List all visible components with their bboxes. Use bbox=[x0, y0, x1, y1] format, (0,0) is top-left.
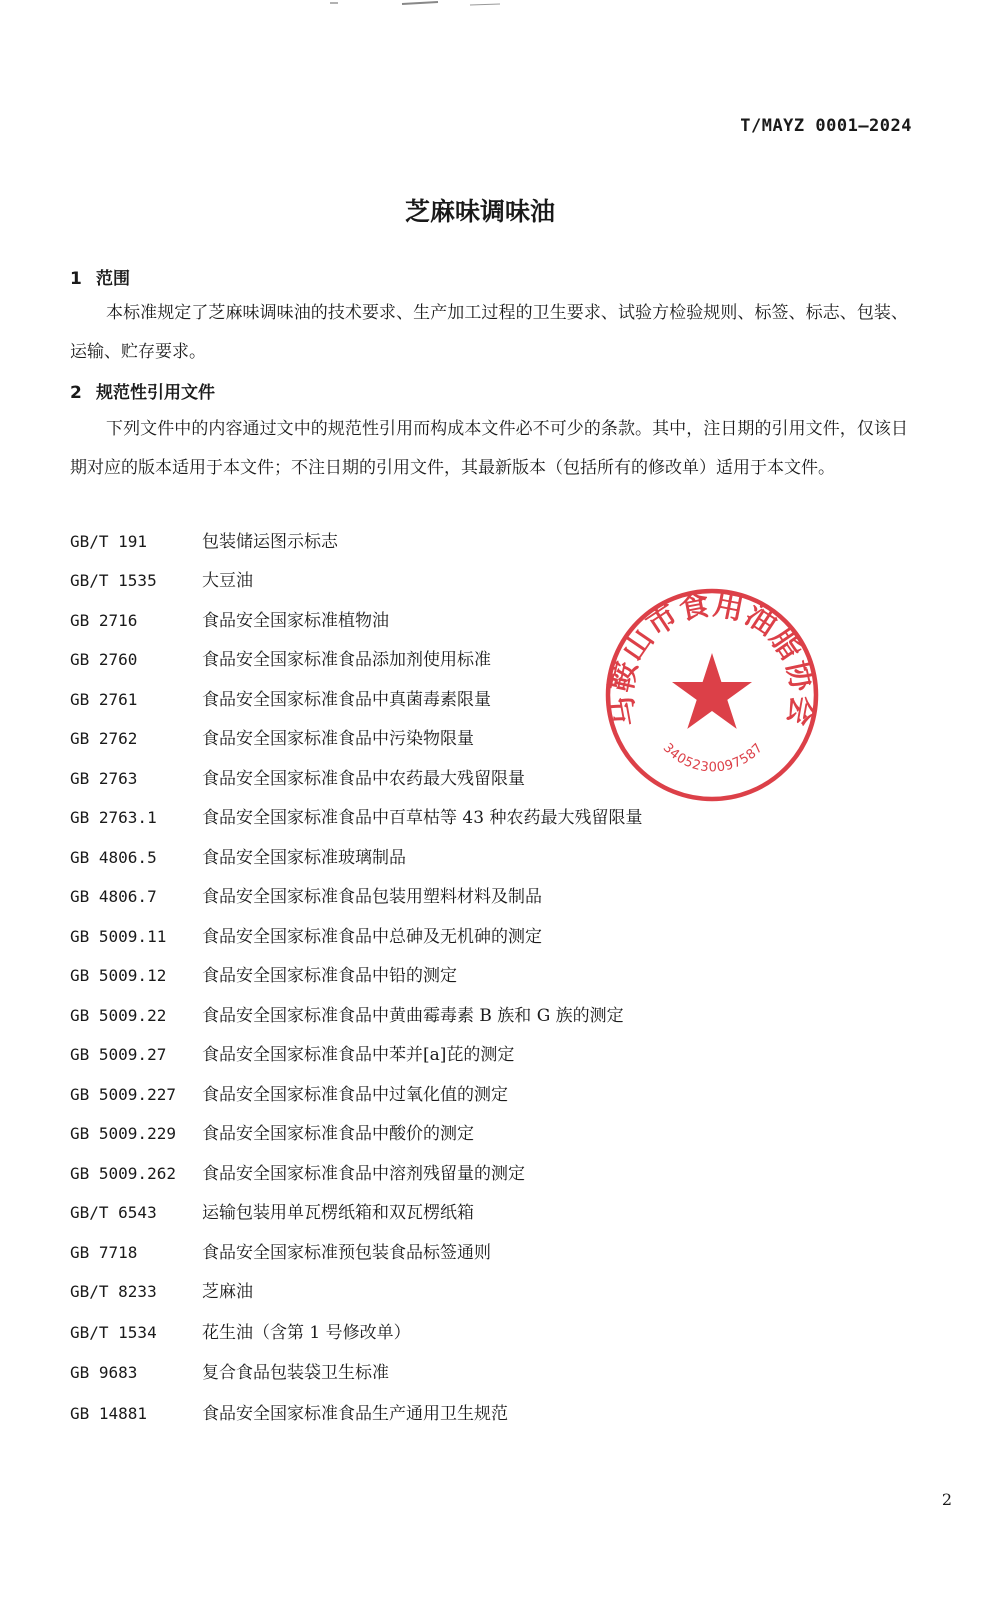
reference-code: GB 14881 bbox=[70, 1404, 148, 1423]
reference-item bbox=[70, 803, 890, 833]
reference-item bbox=[70, 1399, 890, 1429]
reference-title: 食品安全国家标准食品中黄曲霉毒素 B 族和 G 族的测定 bbox=[202, 1006, 624, 1026]
reference-code: GB 4806.5 bbox=[70, 848, 157, 867]
reference-item bbox=[70, 1238, 890, 1268]
reference-code: GB 5009.229 bbox=[70, 1124, 176, 1143]
reference-title: 食品安全国家标准食品中真菌毒素限量 bbox=[202, 690, 491, 710]
reference-code: GB 5009.22 bbox=[70, 1006, 167, 1025]
reference-item bbox=[70, 527, 890, 557]
reference-code: GB/T 6543 bbox=[70, 1203, 157, 1222]
reference-title: 食品安全国家标准食品中农药最大残留限量 bbox=[202, 769, 525, 789]
reference-code: GB 2760 bbox=[70, 650, 138, 669]
reference-title: 食品安全国家标准食品中苯并[a]芘的测定 bbox=[202, 1045, 515, 1065]
section-2-title: 规范性引用文件 bbox=[96, 383, 215, 403]
reference-code: GB 2763.1 bbox=[70, 808, 157, 827]
reference-item bbox=[70, 1277, 890, 1307]
reference-code: GB 5009.262 bbox=[70, 1164, 176, 1183]
reference-title: 食品安全国家标准食品添加剂使用标准 bbox=[202, 650, 491, 670]
reference-code: GB 2762 bbox=[70, 729, 138, 748]
reference-item bbox=[70, 1001, 890, 1031]
reference-item bbox=[70, 882, 890, 912]
reference-title: 食品安全国家标准食品中百草枯等 43 种农药最大残留限量 bbox=[202, 808, 643, 828]
reference-item bbox=[70, 922, 890, 952]
section-1-heading bbox=[70, 264, 130, 289]
reference-code: GB 5009.27 bbox=[70, 1045, 167, 1064]
reference-title: 芝麻油 bbox=[202, 1282, 253, 1302]
reference-title: 食品安全国家标准预包装食品标签通则 bbox=[202, 1243, 491, 1263]
reference-title: 运输包装用单瓦楞纸箱和双瓦楞纸箱 bbox=[202, 1203, 474, 1223]
reference-title: 食品安全国家标准食品中总砷及无机砷的测定 bbox=[202, 927, 542, 947]
reference-code: GB 5009.227 bbox=[70, 1085, 176, 1104]
reference-item bbox=[70, 1080, 890, 1110]
page-number: 2 bbox=[941, 1490, 952, 1509]
section-1-number: 1 bbox=[70, 269, 82, 289]
reference-item bbox=[70, 1358, 890, 1388]
reference-code: GB 9683 bbox=[70, 1363, 138, 1382]
reference-code: GB 7718 bbox=[70, 1243, 138, 1262]
seal-star-icon bbox=[672, 653, 752, 729]
reference-title: 食品安全国家标准食品中铅的测定 bbox=[202, 966, 457, 986]
reference-item bbox=[70, 1318, 890, 1348]
reference-code: GB 5009.12 bbox=[70, 966, 167, 985]
reference-item bbox=[70, 961, 890, 991]
reference-code: GB 2763 bbox=[70, 769, 138, 788]
reference-title: 食品安全国家标准食品中酸价的测定 bbox=[202, 1124, 474, 1144]
reference-code: GB/T 1535 bbox=[70, 571, 157, 590]
section-1-paragraph: 本标准规定了芝麻味调味油的技术要求、生产加工过程的卫生要求、试验方检验规则、标签、标志、包装、运输、贮存要求。 bbox=[70, 303, 908, 362]
reference-title: 包装储运图示标志 bbox=[202, 532, 338, 552]
reference-item bbox=[70, 843, 890, 873]
reference-title: 食品安全国家标准食品中污染物限量 bbox=[202, 729, 474, 749]
reference-item bbox=[70, 1119, 890, 1149]
document-title: 芝麻味调味油 bbox=[404, 197, 555, 226]
reference-code: GB 2761 bbox=[70, 690, 138, 709]
section-2-number: 2 bbox=[70, 383, 82, 403]
seal-name-text: 马鞍山市食用油脂协会 bbox=[603, 587, 821, 730]
reference-title: 食品安全国家标准植物油 bbox=[202, 611, 389, 631]
reference-code: GB 2716 bbox=[70, 611, 138, 630]
reference-code: GB/T 1534 bbox=[70, 1323, 157, 1342]
reference-code: GB 5009.11 bbox=[70, 927, 167, 946]
reference-title: 大豆油 bbox=[202, 571, 253, 591]
reference-title: 食品安全国家标准玻璃制品 bbox=[202, 848, 406, 868]
reference-title: 食品安全国家标准食品包装用塑料材料及制品 bbox=[202, 887, 542, 907]
reference-title: 复合食品包装袋卫生标准 bbox=[202, 1363, 389, 1383]
reference-code: GB 4806.7 bbox=[70, 887, 157, 906]
reference-code: GB/T 191 bbox=[70, 532, 148, 551]
section-1-title: 范围 bbox=[96, 269, 130, 289]
reference-item bbox=[70, 1198, 890, 1228]
reference-item bbox=[70, 1159, 890, 1189]
reference-title: 食品安全国家标准食品中过氧化值的测定 bbox=[202, 1085, 508, 1105]
reference-item bbox=[70, 1040, 890, 1070]
section-2-paragraph: 下列文件中的内容通过文中的规范性引用而构成本文件必不可少的条款。其中，注日期的引用文件，仅该日期对应的版本适用于本文件；不注日期的引用文件，其最新版本（包括所有的修改单）适用于本文件。 bbox=[70, 419, 908, 478]
reference-title: 食品安全国家标准食品生产通用卫生规范 bbox=[202, 1404, 508, 1424]
reference-title: 食品安全国家标准食品中溶剂残留量的测定 bbox=[202, 1164, 525, 1184]
reference-title: 花生油（含第 1 号修改单） bbox=[202, 1323, 411, 1343]
reference-code: GB/T 8233 bbox=[70, 1282, 157, 1301]
section-2-heading bbox=[70, 378, 215, 403]
scan-artifact bbox=[320, 0, 520, 8]
document-number: T/MAYZ 0001—2024 bbox=[740, 116, 912, 136]
seal-code-text: 3405230097587 bbox=[659, 740, 767, 776]
official-seal bbox=[602, 585, 822, 805]
